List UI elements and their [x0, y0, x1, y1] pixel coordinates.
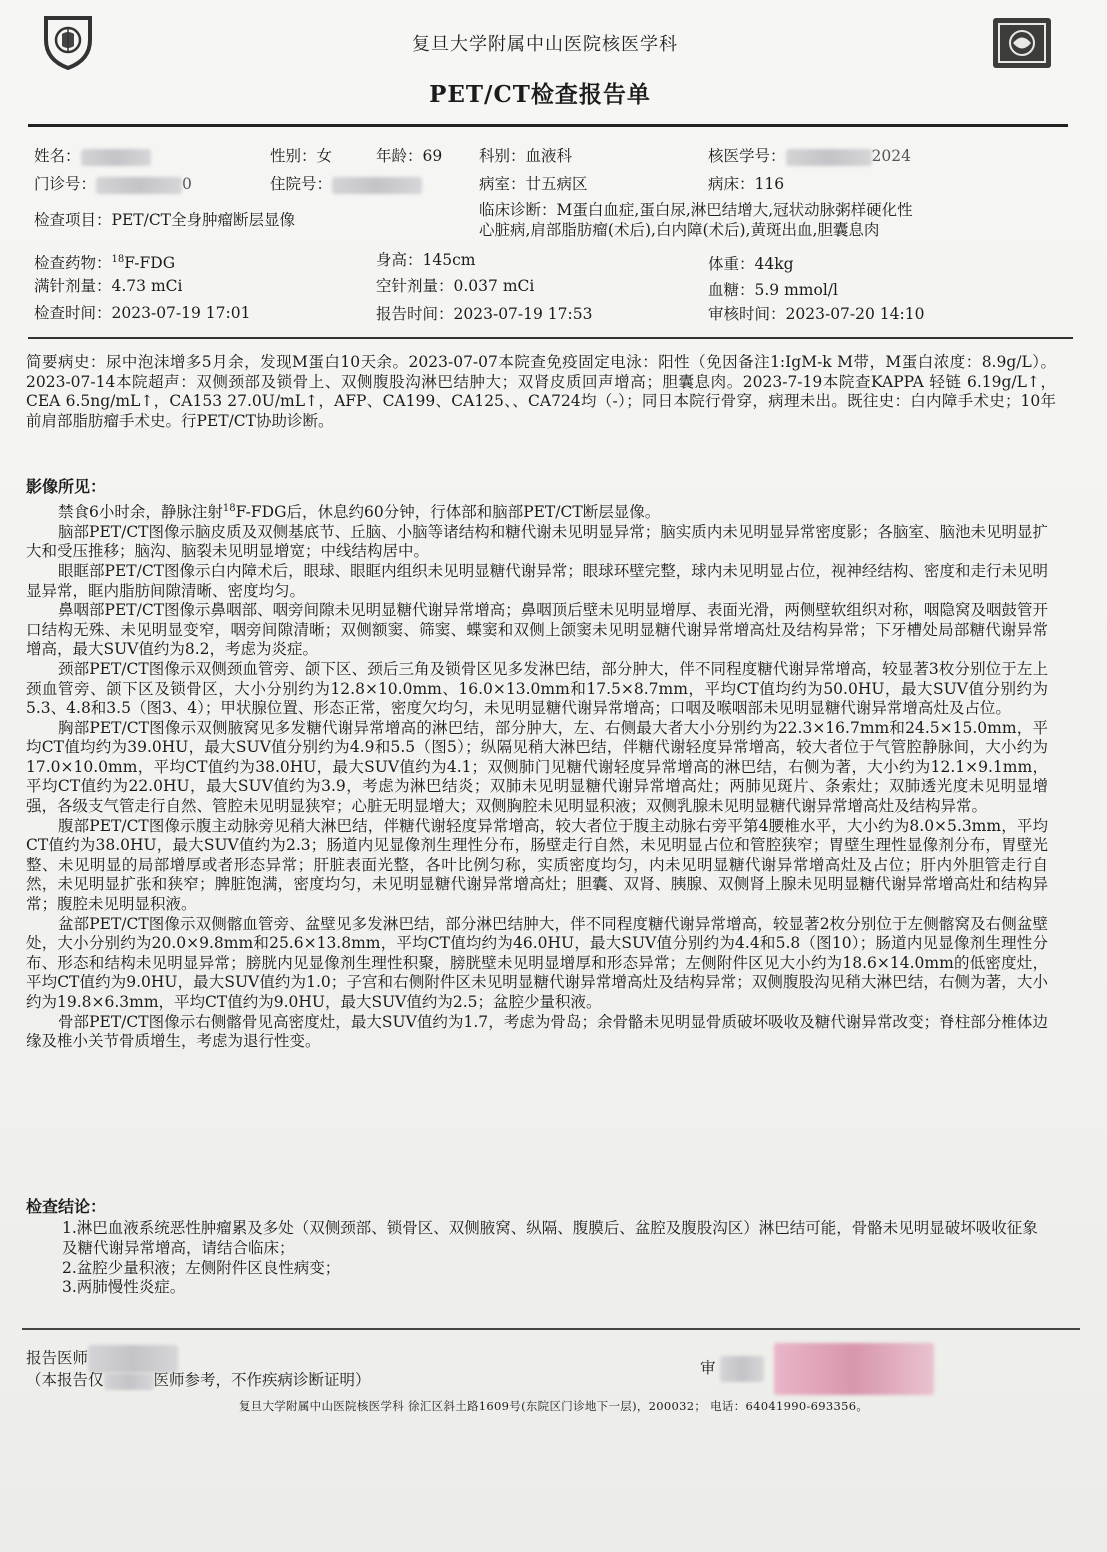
bed-field: 病床：116: [708, 175, 785, 193]
footer-address: 复旦大学附属中山医院核医学科 徐汇区斜土路1609号(东院区门诊地下一层)，200032； 电话：64041990-693356。: [238, 1399, 869, 1413]
clinical-diagnosis-field: 临床诊断：M蛋白血症,蛋白尿,淋巴结增大,冠状动脉粥样硬化性: [479, 201, 913, 219]
inpatient-number-field: 住院号：: [270, 174, 422, 194]
report-title: PET/CT检查报告单: [429, 81, 651, 108]
findings-chest: 胸部PET/CT图像示双侧腋窝见多发糖代谢异常增高的淋巴结，部分肿大，左、右侧最大者大小分别约为22.3×16.7mm和24.5×15.0mm，平均CT值均约为39.0HU，最大SUV值分别约为4.9和5.5（图5）；纵隔见稍大淋巴结，伴糖代谢轻度异常增高，较大者位于气管腔静脉间，大小约为17.0×10.0mm，平均CT值约为38.0HU，最大SUV值约为4.1；双侧肺门见糖代谢轻度异常增高的淋巴结，右侧为著，大小约为12.1×9.1mm，平均CT值约为22.0HU，最大SUV值约为3.9，考虑为淋巴结炎；双肺未见明显糖代谢异常增高灶；两肺见斑片、条索灶；双肺透光度未见明显增强，各级支气管走行自然、管腔未见明显狭窄；心脏无明显增大；双侧胸腔未见明显积液；双侧乳腺未见明显糖代谢异常增高灶及结构异常。: [26, 718, 1048, 816]
findings-section: [26, 499, 1048, 1052]
findings-orbit: 眼眶部PET/CT图像示白内障术后，眼球、眼眶内组织未见明显糖代谢异常；眼球环壁完整，球内未见明显占位，视神经结构、密度和走行未见明显异常，眶内脂肪间隙清晰、密度均匀。: [26, 561, 1048, 600]
hospital-name: 复旦大学附属中山医院核医学科: [412, 34, 678, 55]
signature-divider: [22, 1328, 1080, 1330]
findings-abdomen: 腹部PET/CT图像示腹主动脉旁见稍大淋巴结，伴糖代谢轻度异常增高，较大者位于腹主动脉右旁平第4腰椎水平，大小约为8.0×5.3mm，平均CT值约为38.0HU，最大SUV值约为2.3；肠道内见显像剂生理性分布，肠壁走行自然，未见明显占位和管腔狭窄；胃壁生理性显像剂分布，胃壁光整、未见明显的局部增厚或者形态异常；肝脏表面光整，各叶比例匀称，实质密度均匀，内未见明显糖代谢异常增高灶及占位；肝内外胆管走行自然，未见明显扩张和狭窄；脾脏饱满，密度均匀，未见明显糖代谢异常增高灶；胆囊、双肾、胰腺、双侧肾上腺未见明显糖代谢异常增高灶和结构异常；腹腔未见明显积液。: [26, 816, 1048, 914]
findings-neck: 颈部PET/CT图像示双侧颈血管旁、颌下区、颈后三角及锁骨区见多发淋巴结，部分肿大，伴不同程度糖代谢异常增高，较显著3枚分别位于左上颈血管旁、颌下区及锁骨区，大小分别约为12.8×10.0mm、16.0×13.0mm和17.5×8.7mm，平均CT值均约为50.0HU，最大SUV值分别约为5.3、4.8和3.5（图3、4）；甲状腺位置、形态正常，密度欠均匀，未见明显糖代谢异常增高；口咽及喉咽部未见明显糖代谢异常增高灶及占位。: [26, 659, 1048, 718]
report-time-field: 报告时间：2023-07-19 17:53: [376, 305, 593, 323]
full-dose-field: 满针剂量：4.73 mCi: [34, 277, 183, 295]
findings-brain: 脑部PET/CT图像示脑皮质及双侧基底节、丘脑、小脑等诸结构和糖代谢未见明显异常；脑实质内未见明显异常密度影；各脑室、脑池未见明显扩大和受压推移；脑沟、脑裂未见明显增宽；中线结构居中。: [26, 522, 1048, 561]
blood-glucose-field: 血糖：5.9 mmol/l: [708, 281, 838, 299]
header-divider: [28, 124, 1068, 127]
redacted-nm-number: [786, 149, 872, 166]
findings-label: 影像所见：: [26, 477, 107, 496]
report-doctor-field: 报告医师: [26, 1345, 178, 1373]
redacted-clinic-number: [96, 177, 182, 194]
review-doctor-field: 审: [700, 1343, 934, 1395]
name-field: 姓名：: [34, 146, 151, 166]
height-field: 身高：145cm: [376, 251, 476, 269]
sex-field: 性别：女: [270, 147, 333, 165]
nm-number-field: 核医学号： 2024: [708, 147, 911, 165]
findings-nasopharynx: 鼻咽部PET/CT图像示鼻咽部、咽旁间隙未见明显糖代谢异常增高；鼻咽顶后壁未见明显增厚、表面光滑，两侧壁软组织对称，咽隐窝及咽鼓管开口结构无殊、未见明显变窄，咽旁间隙清晰；双侧额窦、筛窦、蝶窦和双侧上颌窦未见明显糖代谢异常增高灶及结构异常；下牙槽处局部糖代谢异常增高，最大SUV值约为8.2，考虑为炎症。: [26, 601, 1048, 659]
age-field: 年龄：69: [376, 147, 443, 165]
conclusion-item-1: 1.淋巴血液系统恶性肿瘤累及多处（双侧颈部、锁骨区、双侧腋窝、纵隔、腹膜后、盆腔及腹股沟区）淋巴结可能，骨骼未见明显破坏吸收征象及糖代谢异常增高，请结合临床；: [62, 1219, 1038, 1257]
ward-field: 病室：廿五病区: [479, 175, 588, 193]
conclusion-item-3: 3.两肺慢性炎症。: [62, 1278, 186, 1297]
exam-item-field: 检查项目：PET/CT全身肿瘤断层显像: [34, 211, 296, 229]
empty-dose-field: 空针剂量：0.037 mCi: [376, 277, 535, 295]
exam-time-field: 检查时间：2023-07-19 17:01: [34, 304, 251, 322]
conclusion-item-2: 2.盆腔少量积液；左侧附件区良性病变；: [62, 1258, 341, 1277]
redacted-report-doctor: [88, 1345, 178, 1373]
info-divider: [28, 337, 1073, 339]
conclusion-label: 检查结论：: [26, 1197, 107, 1216]
clinical-diagnosis-line2: 心脏病,肩部脂肪瘤(术后),白内障(术后),黄斑出血,胆囊息肉: [479, 221, 880, 239]
weight-field: 体重：44kg: [708, 255, 794, 273]
redacted-inpatient-number: [332, 177, 422, 194]
findings-bone: 骨部PET/CT图像示右侧髂骨见高密度灶，最大SUV值约为1.7，考虑为骨岛；余骨骼未见明显骨质破坏吸收及糖代谢异常改变；脊柱部分椎体边缘及椎小关节骨质增生，考虑为退行性变。: [26, 1012, 1048, 1051]
redacted-review-signature: [774, 1343, 934, 1395]
findings-prep: 禁食6小时余，静脉注射$^{18}$F-FDG后，休息约60分钟，行体部和脑部PET/CT断层显像。: [58, 503, 661, 522]
redacted-review-label: [720, 1356, 764, 1382]
brief-history: 简要病史：尿中泡沫增多5月余，发现M蛋白10天余。2023-07-07本院查免疫固定电泳：阳性（免因备注1:IgM-k M带，M蛋白浓度：8.9g/L）。2023-07-14本院超声：双侧颈部及锁骨上、双侧腹股沟淋巴结肿大；双肾皮质回声增高；胆囊息肉。2023-7-19本院查KAPPA 轻链 6.19g/L↑，CEA 6.5ng/mL↑，CA153 27.0U/mL↑，AFP、CA199、CA125、、CA724均（-）；同日本院行骨穿，病理未出。既往史：白内障手术史；10年前肩部脂肪瘤手术史。行PET/CT协助诊断。: [26, 353, 1056, 430]
disclaimer-note: （本报告仅 医师参考，不作疾病诊断证明）: [26, 1371, 371, 1389]
clinic-number-field: 门诊号： 0: [34, 175, 192, 193]
redacted-name: [81, 149, 151, 166]
review-time-field: 审核时间：2023-07-20 14:10: [708, 305, 925, 323]
findings-pelvis: 盆部PET/CT图像示双侧髂血管旁、盆壁见多发淋巴结，部分淋巴结肿大，伴不同程度糖代谢异常增高，较显著2枚分别位于左侧髂窝及右侧盆壁处，大小分别约为20.0×9.8mm和25.6×13.8mm，平均CT值均约为46.0HU，最大SUV值分别约为4.4和5.8（图10）；肠道内见显像剂生理性分布、形态和结构未见明显异常；膀胱内见显像剂生理性积聚，膀胱壁未见明显增厚和形态异常；左侧附件区见大小约为18.6×14.0mm的低密度灶，平均CT值约为9.0HU，最大SUV值约为1.0；子宫和右侧附件区未见明显糖代谢异常增高灶及结构异常；双侧腹股沟见稍大淋巴结，右侧为著，大小约为19.8×6.3mm，平均CT值约为9.0HU，最大SUV值约为2.5；盆腔少量积液。: [26, 914, 1048, 1011]
conclusion-section: [62, 1219, 1052, 1298]
dept-field: 科别：血液科: [479, 147, 573, 165]
redacted-note-text: [104, 1373, 154, 1390]
drug-field: 检查药物：$^{18}$F-FDG: [34, 254, 176, 273]
